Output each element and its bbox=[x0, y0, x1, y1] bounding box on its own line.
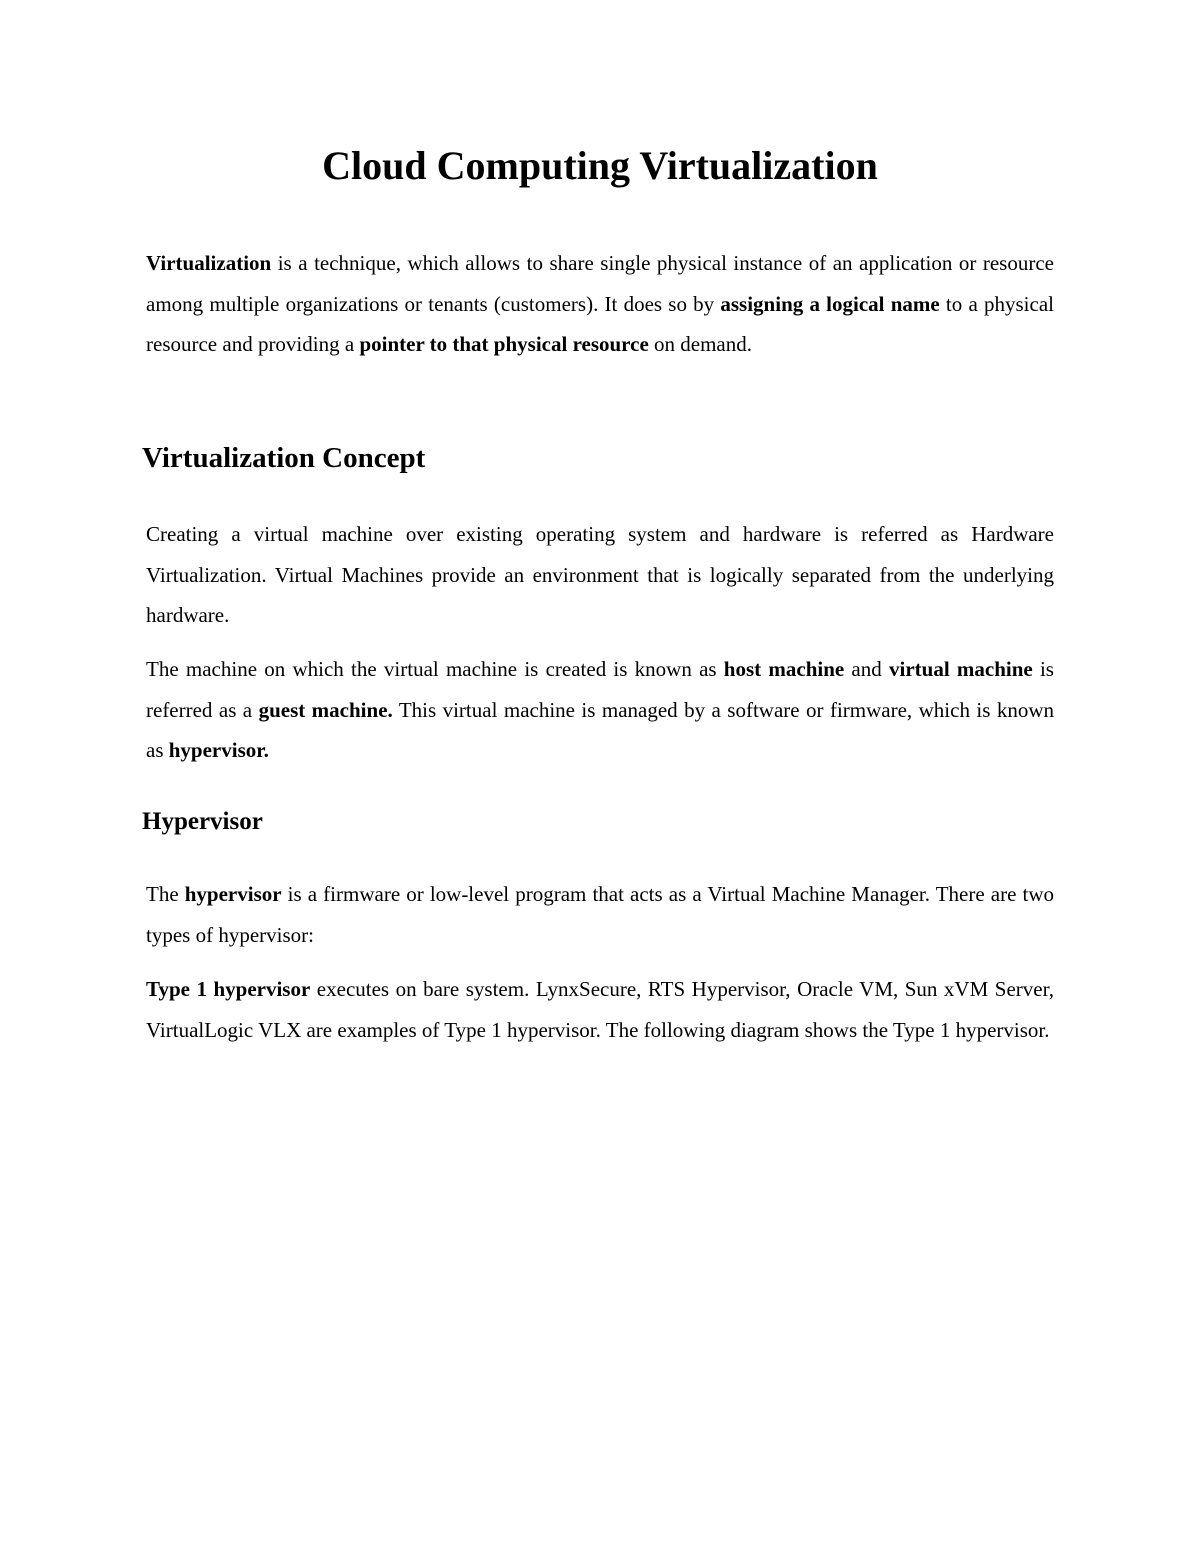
hypervisor-heading: Hypervisor bbox=[142, 808, 263, 835]
concept-text-4: This virtual machine is managed by a software or firmware, which is known as bbox=[146, 697, 1054, 762]
term-assigning-logical-name: assigning a logical name bbox=[720, 291, 940, 316]
document-title: Cloud Computing Virtualization bbox=[322, 143, 878, 188]
virtualization-concept-heading: Virtualization Concept bbox=[142, 442, 426, 474]
concept-paragraph-1: Creating a virtual machine over existing operating system and hardware is referred as Hardware Virtualization. Virtual Machines provide an environment that is logically separated from the underlying hardware. bbox=[146, 522, 1054, 627]
intro-text-2: to a physical resource and providing a bbox=[146, 291, 1054, 356]
term-type-1-hypervisor: Type 1 hypervisor bbox=[146, 977, 311, 1001]
hypervisor-paragraph-2 bbox=[146, 969, 1054, 1050]
term-guest-machine: guest machine. bbox=[258, 697, 393, 722]
concept-text-1: The machine on which the virtual machine is created is known as bbox=[146, 657, 724, 681]
term-pointer-physical-resource: pointer to that physical resource bbox=[359, 332, 649, 356]
term-hypervisor-bold: hypervisor bbox=[184, 882, 282, 906]
term-virtualization: Virtualization bbox=[146, 251, 272, 275]
term-virtual-machine: virtual machine bbox=[889, 657, 1033, 681]
hypervisor-paragraph-1 bbox=[146, 874, 1054, 955]
hypervisor-text-3: executes on bare system. LynxSecure, RTS Hypervisor, Oracle VM, Sun xVM Server, VirtualLogic VLX are examples of Type 1 hypervisor. The following diagram shows the Type 1 hypervisor. bbox=[146, 977, 1054, 1042]
concept-paragraph-2 bbox=[146, 649, 1054, 771]
concept-text-2: and bbox=[844, 657, 889, 681]
term-hypervisor: hypervisor. bbox=[168, 738, 269, 762]
hypervisor-text-1: The bbox=[146, 882, 185, 906]
intro-text-1: is a technique, which allows to share single physical instance of an application or resource among multiple organizations or tenants (customers). It does so by bbox=[146, 251, 1054, 316]
concept-text-3: is referred as a bbox=[146, 657, 1054, 722]
hypervisor-text-2: is a firmware or low-level program that acts as a Virtual Machine Manager. There are two types of hypervisor: bbox=[146, 882, 1054, 947]
term-host-machine: host machine bbox=[723, 657, 845, 681]
intro-paragraph bbox=[146, 243, 1054, 365]
intro-text-3: on demand. bbox=[648, 332, 752, 356]
